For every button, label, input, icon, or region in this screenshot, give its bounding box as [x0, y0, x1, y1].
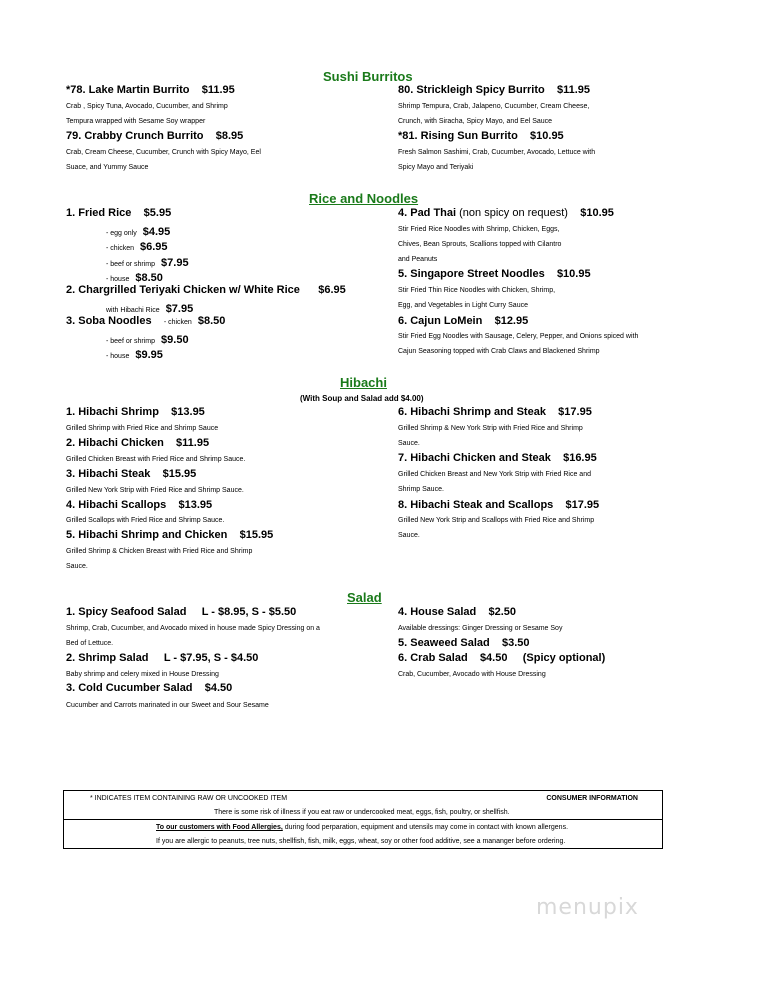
item-description: Sauce.	[66, 563, 88, 570]
menu-item-strickleigh-spicy-burrito	[398, 84, 590, 96]
allergy-notice	[156, 824, 568, 831]
item-name: 79. Crabby Crunch Burrito	[66, 130, 204, 142]
item-price: L - $8.95, S - $5.50	[201, 606, 297, 618]
item-description: Cucumber and Carrots marinated in our Sweet and Sour Sesame	[66, 702, 269, 709]
box-divider	[64, 819, 662, 820]
item-description: Sauce.	[398, 532, 420, 539]
menu-item-chargrilled-teriyaki-chicken	[66, 284, 346, 296]
item-description: Grilled Chicken Breast and New York Strip with Fried Rice and	[398, 471, 591, 478]
section-title-salad: Salad	[347, 590, 382, 605]
item-name: *81. Rising Sun Burrito	[398, 130, 518, 142]
item-name: 3. Hibachi Steak	[66, 468, 151, 480]
item-name: 4. Pad Thai	[398, 207, 457, 219]
item-price: L - $7.95, S - $4.50	[163, 652, 259, 664]
allergy-text: during food perparation, equipment and utensils may come in contact with known allergens.	[282, 824, 569, 831]
item-description: Grilled Shrimp & Chicken Breast with Fried Rice and Shrimp	[66, 548, 253, 555]
item-description: Shrimp Tempura, Crab, Jalapeno, Cucumber, Cream Cheese,	[398, 103, 590, 110]
item-description: Grilled Shrimp with Fried Rice and Shrimp Sauce	[66, 425, 219, 432]
menu-item-seaweed-salad	[398, 637, 529, 649]
item-name: *78. Lake Martin Burrito	[66, 84, 190, 96]
option-label: - beef or shrimp	[106, 261, 156, 268]
item-name: 8. Hibachi Steak and Scallops	[398, 499, 554, 511]
menu-item-pad-thai	[398, 207, 614, 219]
menu-item-cajun-lomein	[398, 315, 528, 327]
item-price: $4.50	[204, 682, 233, 694]
item-description: Chives, Bean Sprouts, Scallions topped with Cilantro	[398, 241, 562, 248]
item-name: 6. Hibachi Shrimp and Steak	[398, 406, 546, 418]
item-note: (non spicy on request)	[459, 207, 568, 219]
item-name: 80. Strickleigh Spicy Burrito	[398, 84, 545, 96]
item-price: $17.95	[565, 499, 600, 511]
menu-item-hibachi-scallops	[66, 499, 212, 511]
option-price: $9.50	[161, 334, 189, 346]
hibachi-note: (With Soup and Salad add $4.00)	[300, 394, 424, 403]
item-name: 4. House Salad	[398, 606, 477, 618]
menu-item-soba-noodles	[66, 315, 225, 327]
menu-item-rising-sun-burrito	[398, 130, 564, 142]
item-price: $11.95	[201, 84, 235, 96]
menu-item-lake-martin-burrito	[66, 84, 235, 96]
item-description: Spicy Mayo and Teriyaki	[398, 164, 474, 171]
consumer-info-header: CONSUMER INFORMATION	[546, 795, 638, 802]
menu-item-hibachi-chicken	[66, 437, 209, 449]
option-label: - egg only	[106, 230, 137, 237]
item-name: 2. Hibachi Chicken	[66, 437, 164, 449]
option-label: - chicken	[163, 319, 192, 326]
item-description: Grilled Chicken Breast with Fried Rice and Shrimp Sauce.	[66, 456, 246, 463]
menu-item-shrimp-salad	[66, 652, 258, 664]
item-description: Cajun Seasoning topped with Crab Claws and Blackened Shrimp	[398, 348, 600, 355]
item-description: Grilled New York Strip and Scallops with Fried Rice and Shrimp	[398, 517, 595, 524]
menu-item-crabby-crunch-burrito	[66, 130, 243, 142]
item-price: $8.95	[215, 130, 244, 142]
consumer-information-box	[63, 790, 663, 849]
item-price: $15.95	[239, 529, 274, 541]
item-description: Stir Fried Thin Rice Noodles with Chicken, Shrimp,	[398, 287, 556, 294]
item-description: Tempura wrapped with Sesame Soy wrapper	[66, 118, 206, 125]
menu-item-hibachi-steak-and-scallops	[398, 499, 599, 511]
menu-item-cold-cucumber-salad	[66, 682, 232, 694]
item-description: Suace, and Yummy Sauce	[66, 164, 149, 171]
item-price: $11.95	[556, 84, 590, 96]
item-price: $15.95	[162, 468, 197, 480]
menu-item-house-salad	[398, 606, 516, 618]
item-description: Sauce.	[398, 440, 420, 447]
menu-item-hibachi-shrimp-and-steak	[398, 406, 592, 418]
item-price: $12.95	[494, 315, 529, 327]
option-price: $6.95	[140, 241, 168, 253]
item-price: $11.95	[176, 437, 210, 449]
item-name: 6. Crab Salad	[398, 652, 468, 664]
item-price: $10.95	[556, 268, 591, 280]
menu-item-hibachi-chicken-and-steak	[398, 452, 597, 464]
item-price: $3.50	[501, 637, 530, 649]
menupix-watermark: menupix	[536, 895, 639, 920]
item-name: 3. Soba Noodles	[66, 315, 152, 327]
item-price: $13.95	[171, 406, 205, 418]
item-description: Shrimp Sauce.	[398, 486, 444, 493]
item-name: 2. Shrimp Salad	[66, 652, 149, 664]
item-name: 4. Hibachi Scallops	[66, 499, 167, 511]
menu-item-hibachi-shrimp-and-chicken	[66, 529, 273, 541]
item-description: Egg, and Vegetables in Light Curry Sauce	[398, 302, 528, 309]
item-price: $6.95	[318, 284, 346, 296]
item-name: 3. Cold Cucumber Salad	[66, 682, 193, 694]
menu-item-singapore-street-noodles	[398, 268, 591, 280]
menu-item-crab-salad	[398, 652, 605, 664]
section-title-sushi-burritos: Sushi Burritos	[323, 69, 413, 84]
item-description: Bed of Lettuce.	[66, 640, 114, 647]
menu-item-hibachi-steak	[66, 468, 196, 480]
item-description: Crunch, with Siracha, Spicy Mayo, and Eel Sauce	[398, 118, 553, 125]
option-label: - chicken	[106, 245, 135, 252]
item-name: 1. Hibachi Shrimp	[66, 406, 159, 418]
item-price: $16.95	[563, 452, 597, 464]
option-price: $7.95	[161, 257, 189, 269]
item-name: 7. Hibachi Chicken and Steak	[398, 452, 551, 464]
option-row	[106, 345, 163, 363]
allergy-warning: If you are allergic to peanuts, tree nuts, shellfish, fish, milk, eggs, wheat, soy or other food additive, see a mananger before ordering.	[156, 838, 566, 845]
item-name: 6. Cajun LoMein	[398, 315, 483, 327]
option-price: $4.95	[142, 226, 171, 238]
item-name: 1. Fried Rice	[66, 207, 132, 219]
menu-item-fried-rice	[66, 207, 171, 219]
item-note: (Spicy optional)	[522, 652, 606, 664]
item-description: Grilled Scallops with Fried Rice and Shrimp Sauce.	[66, 517, 225, 524]
item-description: Grilled New York Strip with Fried Rice and Shrimp Sauce.	[66, 487, 244, 494]
item-description: Available dressings: Ginger Dressing or Sesame Soy	[398, 625, 563, 632]
item-price: $5.95	[143, 207, 172, 219]
item-description: Crab, Cream Cheese, Cucumber, Crunch with Spicy Mayo, Eel	[66, 149, 261, 156]
item-description: Stir Fried Rice Noodles with Shrimp, Chicken, Eggs,	[398, 226, 560, 233]
item-price: $17.95	[558, 406, 592, 418]
item-description: Shrimp, Crab, Cucumber, and Avocado mixed in house made Spicy Dressing on a	[66, 625, 320, 632]
option-price: $8.50	[197, 315, 226, 327]
section-title-hibachi: Hibachi	[340, 375, 387, 390]
item-description: Stir Fried Egg Noodles with Sausage, Celery, Pepper, and Onions spiced with	[398, 333, 639, 340]
item-name: 1. Spicy Seafood Salad	[66, 606, 187, 618]
option-price: $8.50	[135, 272, 163, 284]
option-label: with Hibachi Rice	[106, 307, 160, 314]
option-label: - house	[106, 353, 130, 360]
section-title-rice-and-noodles: Rice and Noodles	[309, 191, 419, 206]
menu-item-spicy-seafood-salad	[66, 606, 296, 618]
allergy-lead: To our customers with Food Allergies,	[156, 824, 283, 831]
item-name: 2. Chargrilled Teriyaki Chicken w/ White Rice	[66, 284, 300, 296]
item-name: 5. Seaweed Salad	[398, 637, 490, 649]
item-name: 5. Singapore Street Noodles	[398, 268, 545, 280]
raw-item-note: * INDICATES ITEM CONTAINING RAW OR UNCOOKED ITEM	[90, 795, 288, 802]
option-price: $9.95	[135, 349, 163, 361]
item-description: Crab, Cucumber, Avocado with House Dressing	[398, 671, 546, 678]
risk-warning: There is some risk of illness if you eat raw or undercooked meat, eggs, fish, poultry, or shellfish.	[214, 809, 510, 816]
option-price: $7.95	[165, 303, 194, 315]
item-price: $4.50	[479, 652, 508, 664]
item-description: Baby shrimp and celery mixed in House Dressing	[66, 671, 219, 678]
item-name: 5. Hibachi Shrimp and Chicken	[66, 529, 228, 541]
item-description: Crab , Spicy Tuna, Avocado, Cucumber, and Shrimp	[66, 103, 228, 110]
item-price: $10.95	[530, 130, 564, 142]
item-description: Fresh Salmon Sashimi, Crab, Cucumber, Avocado, Lettuce with	[398, 149, 596, 156]
item-price: $13.95	[178, 499, 213, 511]
item-price: $10.95	[580, 207, 614, 219]
item-price: $2.50	[488, 606, 517, 618]
menu-item-hibachi-shrimp	[66, 406, 205, 418]
item-description: Grilled Shrimp & New York Strip with Fried Rice and Shrimp	[398, 425, 583, 432]
option-label: - house	[106, 276, 130, 283]
option-label: - beef or shrimp	[106, 338, 156, 345]
item-description: and Peanuts	[398, 256, 438, 263]
